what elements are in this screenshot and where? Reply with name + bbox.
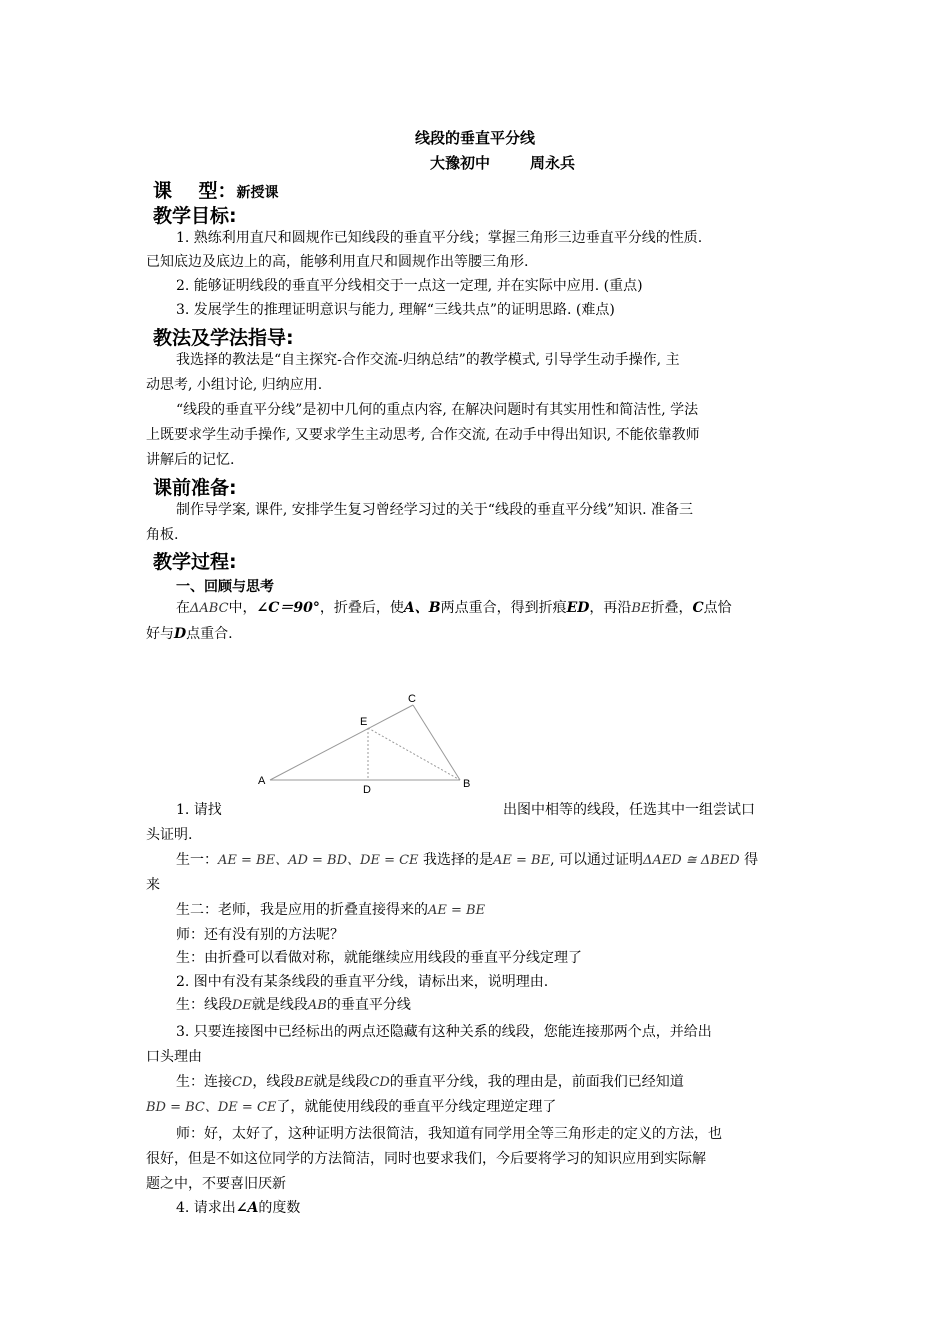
process-heading: 教学过程: xyxy=(153,551,237,573)
student-one-answer: 生一：AE = BE、AD = BD、DE = CE 我选择的是AE = BE, 可以通过证明ΔAED ≅ ΔBED 得 xyxy=(176,852,759,868)
triangle-abc: ΔABC xyxy=(190,601,229,616)
objective-line: 1. 熟练利用直尺和圆规作已知线段的垂直平分线；掌握三角形三边垂直平分线的性质. xyxy=(176,230,703,246)
author-school: 大豫初中 xyxy=(430,154,491,172)
triangle-figure xyxy=(250,690,480,800)
label-d: D xyxy=(363,784,371,796)
objective-line: 3. 发展学生的推理证明意识与能力, 理解“三线共点”的证明思路. (难点) xyxy=(176,302,615,318)
student-answer-3: 生：连接CD，线段BE就是线段CD的垂直平分线，我的理由是，前面我们已经知道 xyxy=(176,1074,684,1090)
lesson-type-heading: 课 型： xyxy=(153,180,237,202)
prep-line: 制作导学案, 课件, 安排学生复习曾经学习过的关于“线段的垂直平分线”知识. 准备三 xyxy=(176,502,694,518)
teacher-question: 师：还有没有别的方法呢？ xyxy=(176,927,344,943)
student-one-end: 来 xyxy=(146,877,160,893)
segment-eb xyxy=(368,728,460,780)
teacher-comment: 师：好，太好了，这种证明方法很简洁，我知道有同学用全等三角形走的定义的方法，也 xyxy=(176,1126,722,1142)
student-answer-3-end: BD = BC、DE = CE了，就能使用线段的垂直平分线定理逆定理了 xyxy=(146,1099,557,1115)
document-title: 线段的垂直平分线 xyxy=(414,129,535,147)
label-e: E xyxy=(360,716,368,728)
question-3-end: 口头理由 xyxy=(146,1049,202,1065)
label-b: B xyxy=(463,778,471,790)
segment-cb xyxy=(413,705,460,780)
method-line: 动思考, 小组讨论, 归纳应用. xyxy=(146,377,323,393)
objective-line: 已知底边及底边上的高，能够利用直尺和圆规作出等腰三角形. xyxy=(146,254,529,270)
prep-line: 角板. xyxy=(146,527,179,543)
student-answer-2: 生：线段DE就是线段AB的垂直平分线 xyxy=(176,997,411,1013)
prep-heading: 课前准备: xyxy=(153,477,237,499)
question-3: 3. 只要连接图中已经标出的两点还隐藏有这种关系的线段，您能连接那两个点，并给出 xyxy=(176,1024,712,1040)
question-2: 2. 图中有没有某条线段的垂直平分线，请标出来，说明理由. xyxy=(176,974,549,990)
student-two-answer: 生二：老师，我是应用的折叠直接得来的AE = BE xyxy=(176,902,486,918)
label-c: C xyxy=(408,693,416,705)
method-heading: 教法及学法指导: xyxy=(153,327,294,349)
segment-ac xyxy=(270,705,413,780)
method-line: “线段的垂直平分线”是初中几何的重点内容, 在解决问题时有其实用性和简洁性, 学法 xyxy=(176,402,699,418)
subsection-review: 一、回顾与思考 xyxy=(176,579,274,595)
label-a: A xyxy=(258,775,266,787)
teacher-comment: 题之中，不要喜旧厌新 xyxy=(146,1176,286,1192)
objective-line: 2. 能够证明线段的垂直平分线相交于一点这一定理, 并在实际中应用. (重点) xyxy=(176,278,643,294)
lesson-type-value: 新授课 xyxy=(236,185,279,201)
student-answer: 生：由折叠可以看做对称，就能继续应用线段的垂直平分线定理了 xyxy=(176,950,582,966)
angle-c: ∠C＝90° xyxy=(256,600,320,616)
author-line xyxy=(430,152,575,173)
problem-statement: 在ΔABC中，∠C＝90°，折叠后，使A、B两点重合，得到折痕ED，再沿BE折叠，C点恰 xyxy=(176,600,732,616)
method-line: 讲解后的记忆. xyxy=(146,452,235,468)
question-1: 1. 请找 xyxy=(176,802,222,818)
method-line: 我选择的教法是“自主探究-合作交流-归纳总结”的教学模式, 引导学生动手操作, 主 xyxy=(176,352,680,368)
teacher-comment: 很好，但是不如这位同学的方法简洁，同时也要求我们，今后要将学习的知识应用到实际解 xyxy=(146,1151,706,1167)
method-line: 上既要求学生动手操作, 又要求学生主动思考, 合作交流, 在动手中得出知识, 不能依靠教师 xyxy=(146,427,700,443)
question-4: 4. 请求出∠A的度数 xyxy=(176,1200,301,1216)
question-1-end: 头证明. xyxy=(146,827,193,843)
lesson-type xyxy=(153,176,278,203)
objectives-heading: 教学目标: xyxy=(153,205,237,227)
problem-statement-cont: 好与D点重合. xyxy=(146,626,233,642)
author-name: 周永兵 xyxy=(530,154,576,172)
question-1-cont: 出图中相等的线段，任选其中一组尝试口 xyxy=(503,802,755,818)
